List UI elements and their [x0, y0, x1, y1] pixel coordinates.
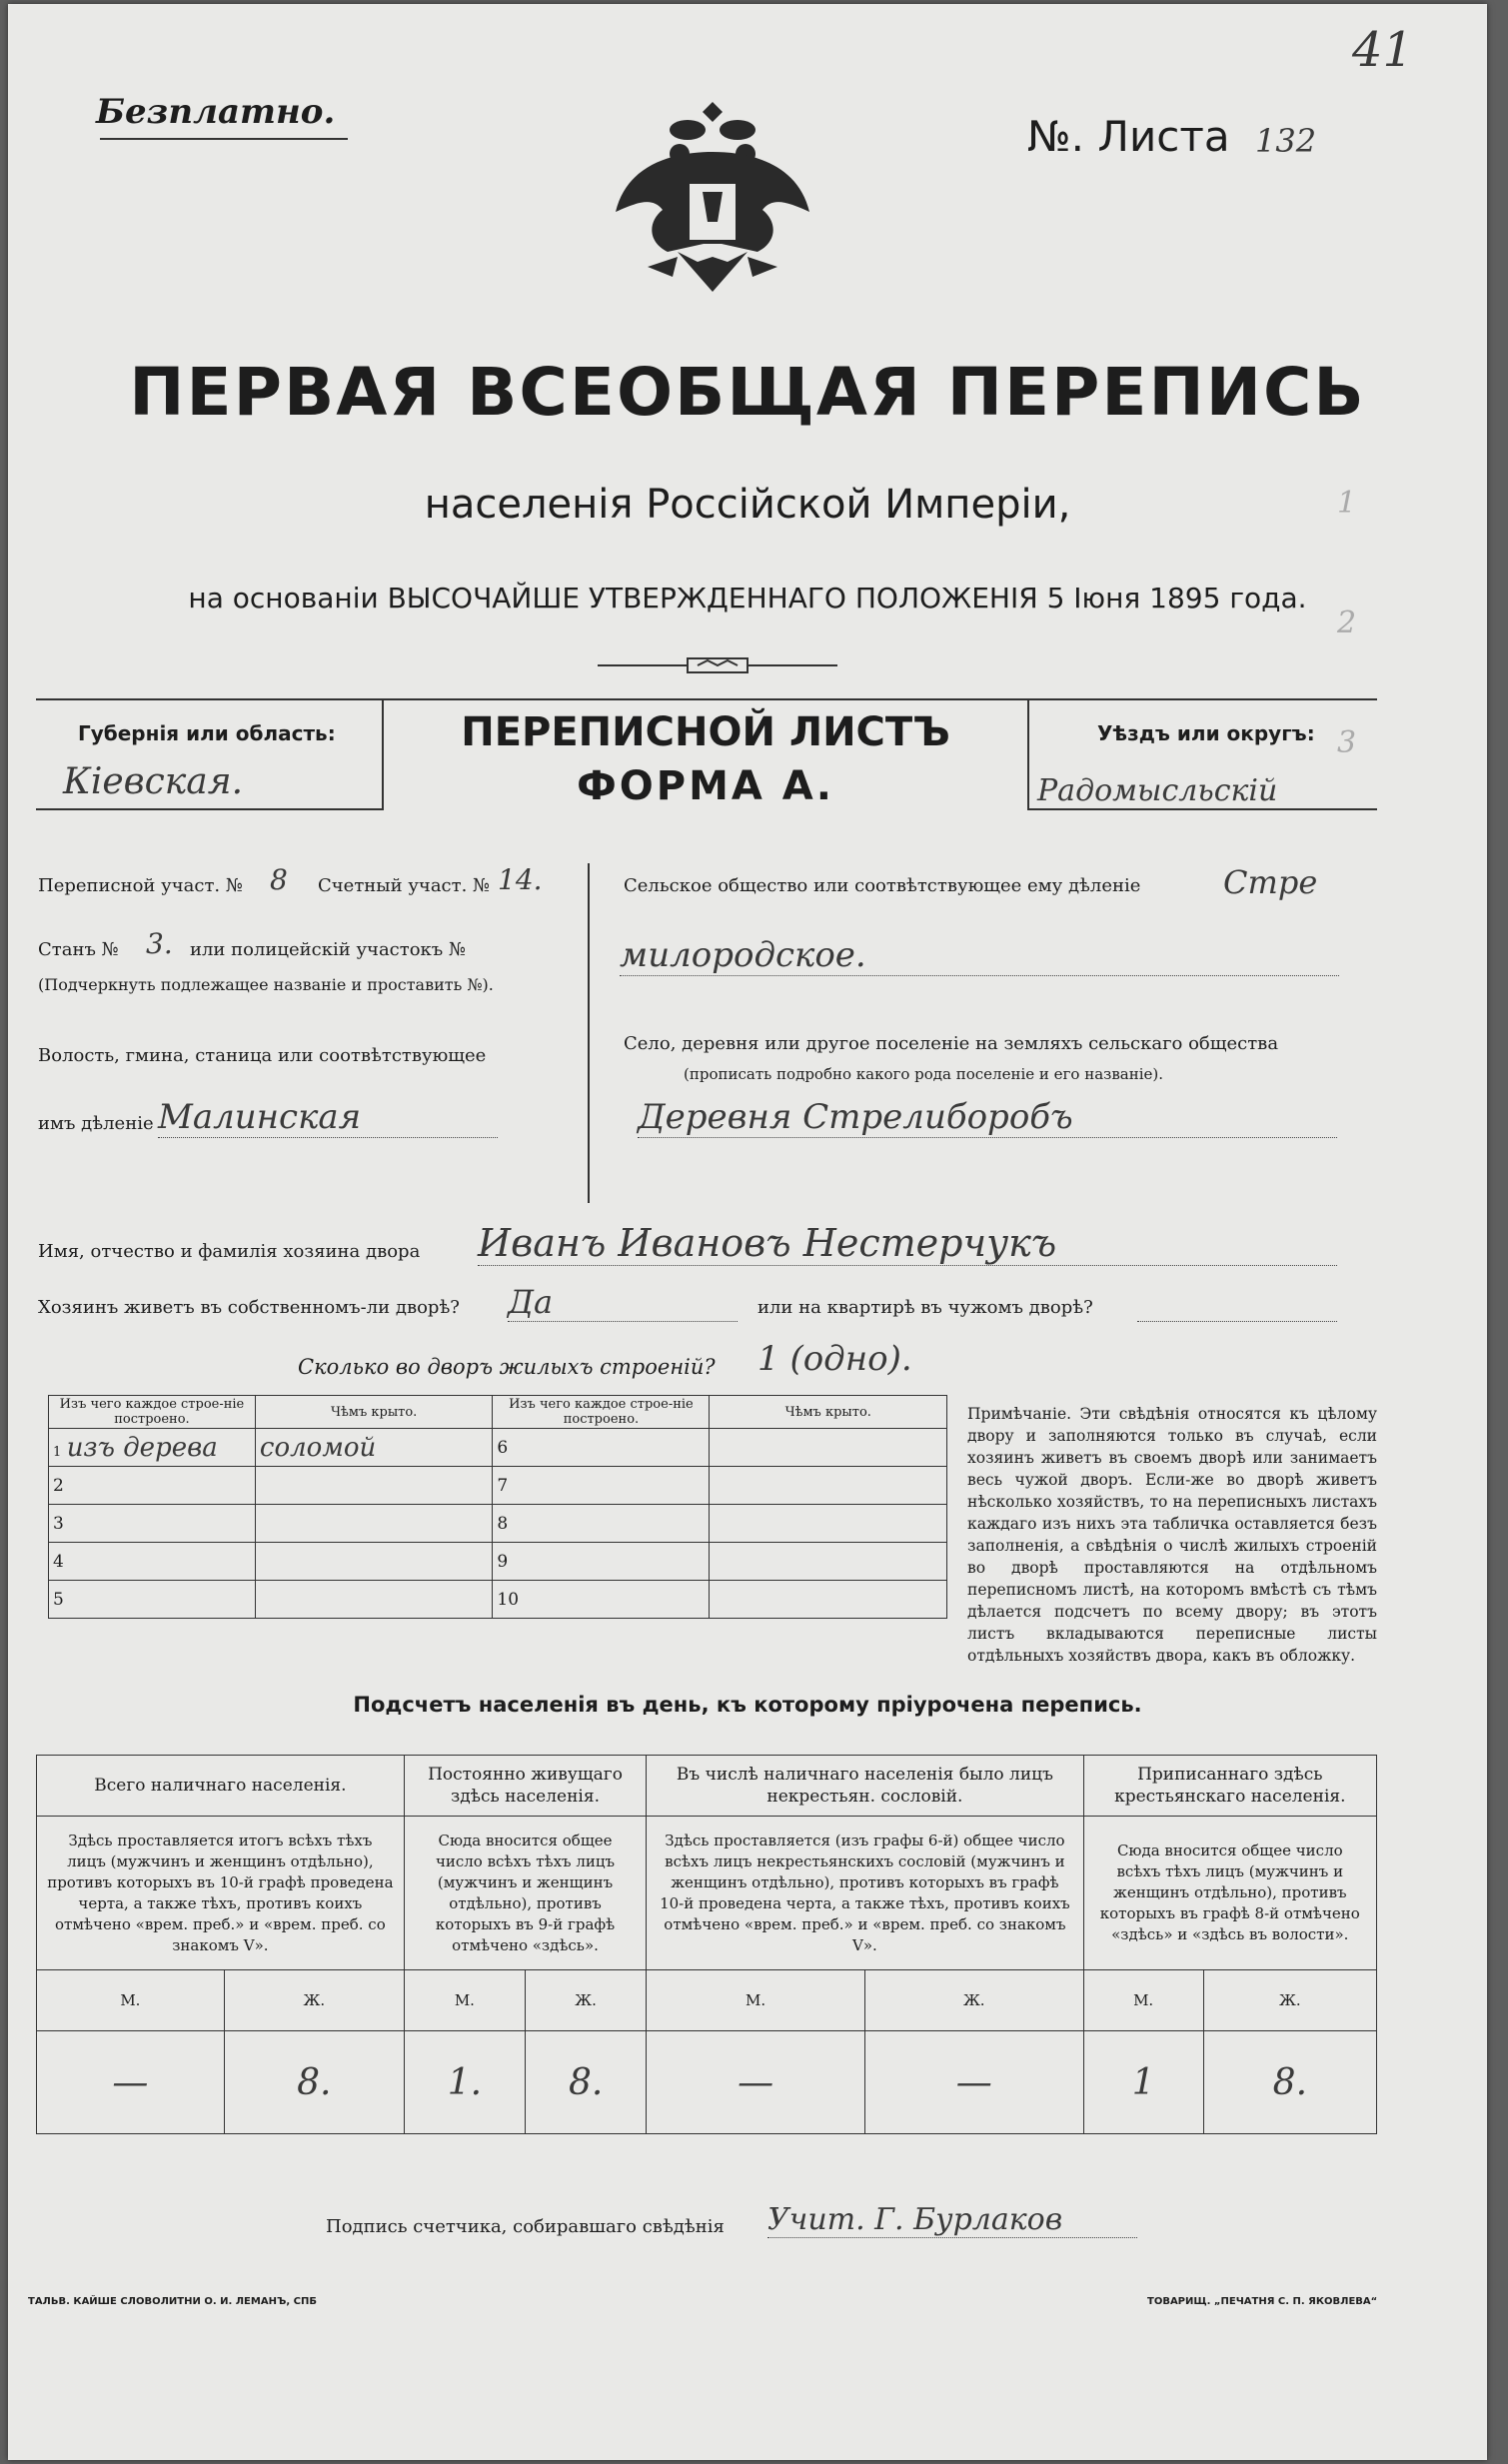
material-cell: 7: [493, 1467, 710, 1505]
main-title: ПЕРВАЯ ВСЕОБЩАЯ ПЕРЕПИСЬ: [129, 354, 1366, 431]
own-yard-label: Хозяинъ живетъ въ собственномъ-ли дворѣ?: [38, 1297, 460, 1318]
uezd-value: Радомысльскій: [1037, 773, 1278, 808]
roof-cell: [710, 1429, 947, 1467]
col-roof-header: Чѣмъ крыто.: [710, 1396, 947, 1429]
material-cell: 5: [49, 1581, 256, 1619]
volost-value: Малинская: [158, 1097, 498, 1138]
roof-cell: [710, 1505, 947, 1543]
female-label: Ж.: [526, 1970, 647, 2031]
material-cell: 1 изъ дерева: [49, 1429, 256, 1467]
col-material-header: Изъ чего каждое строе-ніе построено.: [493, 1396, 710, 1429]
guberniya-value: Кіевская.: [63, 761, 244, 802]
schet-label: Счетный участ. №: [318, 875, 491, 896]
printer-left: ТАЛЬВ. КАЙШЕ СЛОВОЛИТНИ О. И. ЛЕМАНЪ, СПБ: [28, 2296, 317, 2307]
volost-label-2: имъ дѣленіе: [38, 1113, 154, 1134]
roof-cell: [710, 1581, 947, 1619]
material-cell: 3: [49, 1505, 256, 1543]
table-row: [49, 1581, 947, 1619]
table-row: [49, 1505, 947, 1543]
village-value: Деревня Стрелиборобъ: [638, 1097, 1337, 1138]
col-peasant-header: Приписаннаго здѣсь крестьянскаго населенія.: [1083, 1756, 1376, 1817]
female-label: Ж.: [224, 1970, 404, 2031]
rent-value: [1137, 1283, 1337, 1322]
divider-right: [1027, 698, 1029, 808]
form-top-rule: [36, 698, 1377, 700]
police-label: или полицейскій участокъ №: [190, 939, 467, 960]
male-label: М.: [37, 1970, 225, 2031]
roof-cell: [255, 1543, 492, 1581]
society-label: Сельское общество или соотвѣтствующее ему дѣленіе: [624, 875, 1141, 896]
col-peasant-text: Сюда вносится общее число всѣхъ тѣхъ лицъ (мужчинъ и женщинъ отдѣльно), противъ которыхъ въ графѣ 8-й отмѣчено «здѣсь» и «здѣсь въ волости».: [1083, 1817, 1376, 1970]
owner-name-value: Иванъ Ивановъ Нестерчукъ: [478, 1221, 1337, 1266]
sheet-number-label: №. Листа: [1027, 112, 1230, 161]
table-row: [49, 1429, 947, 1467]
buildings-note: Примѣчаніе. Эти свѣдѣнія относятся къ цѣлому двору и заполняются только въ случаѣ, если хозяинъ живетъ въ своемъ дворѣ или занимаетъ весь чужой дворъ. Если-же во дворѣ живетъ нѣсколько хозяйствъ, то на переписныхъ листахъ каждаго изъ нихъ эта табличка оставляется безъ заполненія, а свѣдѣнія о числѣ жилыхъ строеній во дворѣ проставляются на отдѣльномъ переписномъ листѣ, на которомъ вмѣстѣ съ тѣмъ дѣлается подсчетъ по всему двору; въ этотъ листъ вкладываются переписные листы отдѣльныхъ хозяйствъ двора, какъ въ обложку.: [967, 1405, 1377, 1665]
male-label: М.: [1083, 1970, 1203, 2031]
underline-note: (Подчеркнуть подлежащее названіе и проставить №).: [38, 975, 494, 994]
material-cell: 8: [493, 1505, 710, 1543]
material-cell: 10: [493, 1581, 710, 1619]
form-title: ПЕРЕПИСНОЙ ЛИСТЪ: [461, 709, 950, 755]
uchast-value: 8: [270, 863, 288, 896]
imperial-eagle-icon: [608, 92, 817, 312]
buildings-count-label: Сколько во дворъ жилыхъ строеній?: [298, 1355, 716, 1379]
signature-label: Подпись счетчика, собиравшаго свѣдѣнія: [326, 2216, 725, 2237]
male-label: М.: [647, 1970, 865, 2031]
society-value-2: милородское.: [620, 935, 1339, 976]
margin-number: 2: [1337, 606, 1357, 640]
table-row: [49, 1543, 947, 1581]
left-bottom-rule: [36, 808, 384, 810]
permanent-male-value: 1.: [404, 2031, 525, 2134]
female-label: Ж.: [864, 1970, 1083, 2031]
archive-number: 41: [1352, 22, 1414, 78]
basis-line: на основаніи ВЫСОЧАЙШЕ УТВЕРЖДЕННАГО ПОЛОЖЕНІЯ 5 Іюня 1895 года.: [188, 582, 1307, 615]
col-material-header: Изъ чего каждое строе-ніе построено.: [49, 1396, 256, 1429]
col-roof-header: Чѣмъ крыто.: [255, 1396, 492, 1429]
margin-number: 1: [1337, 486, 1357, 521]
peasant-male-value: 1: [1083, 2031, 1203, 2134]
female-label: Ж.: [1203, 1970, 1376, 2031]
society-value-1: Стре: [1223, 863, 1318, 901]
permanent-female-value: 8.: [526, 2031, 647, 2134]
rent-label: или на квартирѣ въ чужомъ дворѣ?: [757, 1297, 1093, 1318]
roof-cell: [710, 1467, 947, 1505]
roof-cell: [255, 1505, 492, 1543]
peasant-female-value: 8.: [1203, 2031, 1376, 2134]
col-total-header: Всего наличнаго населенія.: [37, 1756, 405, 1817]
male-label: М.: [404, 1970, 525, 2031]
margin-number: 3: [1337, 725, 1357, 760]
village-note: (прописать подробно какого рода поселеніе и его названіе).: [684, 1065, 1163, 1083]
roof-cell: соломой: [255, 1429, 492, 1467]
population-title: Подсчетъ населенія въ день, къ которому пріурочена перепись.: [353, 1693, 1142, 1717]
material-cell: 4: [49, 1543, 256, 1581]
stan-label: Станъ №: [38, 939, 119, 960]
own-yard-value: Да: [508, 1283, 738, 1322]
col-permanent-header: Постоянно живущаго здѣсь населенія.: [404, 1756, 646, 1817]
right-bottom-rule: [1027, 808, 1377, 810]
roof-cell: [255, 1467, 492, 1505]
total-male-value: —: [37, 2031, 225, 2134]
total-female-value: 8.: [224, 2031, 404, 2134]
ornament-divider-icon: [598, 655, 837, 675]
noncrest-male-value: —: [647, 2031, 865, 2134]
buildings-table: [48, 1395, 947, 1619]
stan-value: 3.: [146, 927, 173, 960]
census-sheet: [8, 4, 1487, 2460]
village-label: Село, деревня или другое поселеніе на земляхъ сельскаго общества: [624, 1033, 1279, 1054]
uezd-label: Уѣздъ или округъ:: [1097, 721, 1315, 745]
schet-value: 14.: [498, 863, 543, 896]
uchast-label: Переписной участ. №: [38, 875, 243, 896]
material-cell: 2: [49, 1467, 256, 1505]
roof-cell: [710, 1543, 947, 1581]
material-cell: 9: [493, 1543, 710, 1581]
sheet-number-value: 132: [1255, 122, 1317, 160]
free-underline: [100, 138, 348, 140]
guberniya-label: Губернія или область:: [78, 721, 336, 745]
col-noncrest-text: Здѣсь проставляется (изъ графы 6-й) общее число всѣхъ лицъ некрестьянскихъ сословій (мужчинъ и женщинъ отдѣльно), противъ которыхъ въ графѣ 10-й проведена черта, а также тѣхъ, противъ коихъ отмѣчено «врем. преб.» и «врем. преб. со знакомъ V».: [647, 1817, 1083, 1970]
subtitle: населенія Россійской Имперіи,: [424, 482, 1071, 528]
form-subtitle: ФОРМА А.: [577, 763, 834, 809]
col-permanent-text: Сюда вносится общее число всѣхъ тѣхъ лицъ (мужчинъ и женщинъ отдѣльно), противъ которыхъ въ 9-й графѣ отмѣчено «здѣсь».: [404, 1817, 646, 1970]
material-cell: 6: [493, 1429, 710, 1467]
buildings-count-value: 1 (одно).: [757, 1339, 912, 1379]
table-row: [49, 1467, 947, 1505]
col-total-text: Здѣсь проставляется итогъ всѣхъ тѣхъ лицъ (мужчинъ и женщинъ отдѣльно), противъ которыхъ въ 10-й графѣ проведена черта, а также тѣхъ, противъ коихъ отмѣчено «врем. преб.» и «врем. преб. со знакомъ V».: [37, 1817, 405, 1970]
population-table: [36, 1755, 1377, 2134]
signature-value: Учит. Г. Бурлаков: [767, 2202, 1137, 2238]
printer-right: ТОВАРИЩ. „ПЕЧАТНЯ С. П. ЯКОВЛЕВА“: [1147, 2296, 1378, 2307]
roof-cell: [255, 1581, 492, 1619]
volost-label: Волость, гмина, станица или соотвѣтствующее: [38, 1045, 487, 1066]
owner-name-label: Имя, отчество и фамилія хозяина двора: [38, 1241, 421, 1262]
free-label: Безплатно.: [96, 92, 336, 132]
noncrest-female-value: —: [864, 2031, 1083, 2134]
mid-vertical-rule: [588, 863, 590, 1203]
col-noncrest-header: Въ числѣ наличнаго населенія было лицъ некрестьян. сословій.: [647, 1756, 1083, 1817]
